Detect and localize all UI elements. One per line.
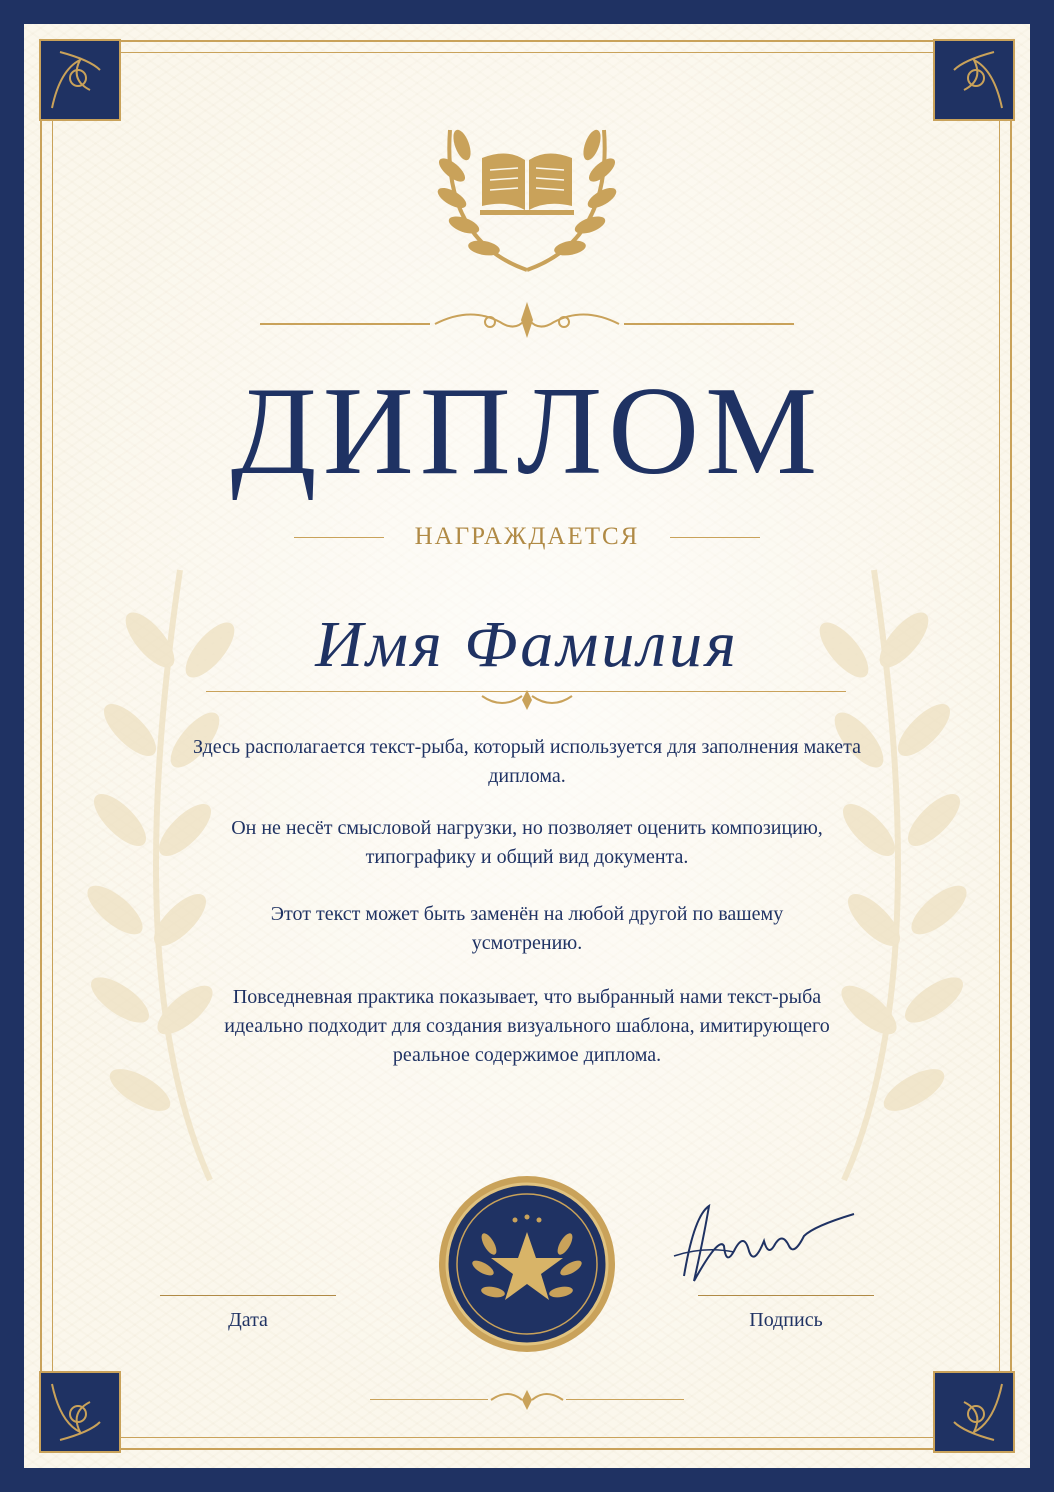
top-divider-right <box>624 323 794 325</box>
book-laurel-icon <box>422 110 632 280</box>
paragraph-1: Здесь располагается текст-рыба, который используется для заполнения макета диплома. <box>193 736 861 787</box>
date-label: Дата <box>228 1309 268 1331</box>
star-seal-icon <box>437 1174 617 1354</box>
bottom-ornament-icon <box>488 1386 566 1414</box>
date-line <box>160 1295 336 1296</box>
name-ornament-icon <box>477 684 577 714</box>
top-divider-left <box>260 323 430 325</box>
signature <box>664 1196 864 1296</box>
paragraph-2: Он не несёт смысловой нагрузки, но позволяет оценить композицию, типографику и общий вид документа. <box>231 817 823 868</box>
diploma-title: ДИПЛОМ <box>230 362 824 501</box>
bottom-divider-left <box>370 1399 488 1400</box>
paragraph-3: Этот текст может быть заменён на любой другой по вашему усмотрению. <box>270 903 784 954</box>
awarded-label: НАГРАЖДАЕТСЯ <box>414 523 640 550</box>
recipient-name: Имя Фамилия <box>315 608 739 681</box>
bottom-divider-right <box>566 1399 684 1400</box>
scroll-ornament-icon <box>430 296 624 346</box>
signature-label: Подпись <box>749 1309 823 1331</box>
signature-line <box>698 1295 874 1296</box>
paragraph-4: Повседневная практика показывает, что выбранный нами текст-рыба идеально подходит для создания визуального шаблона, имитирующего реальное содержимое диплома. <box>224 986 830 1066</box>
